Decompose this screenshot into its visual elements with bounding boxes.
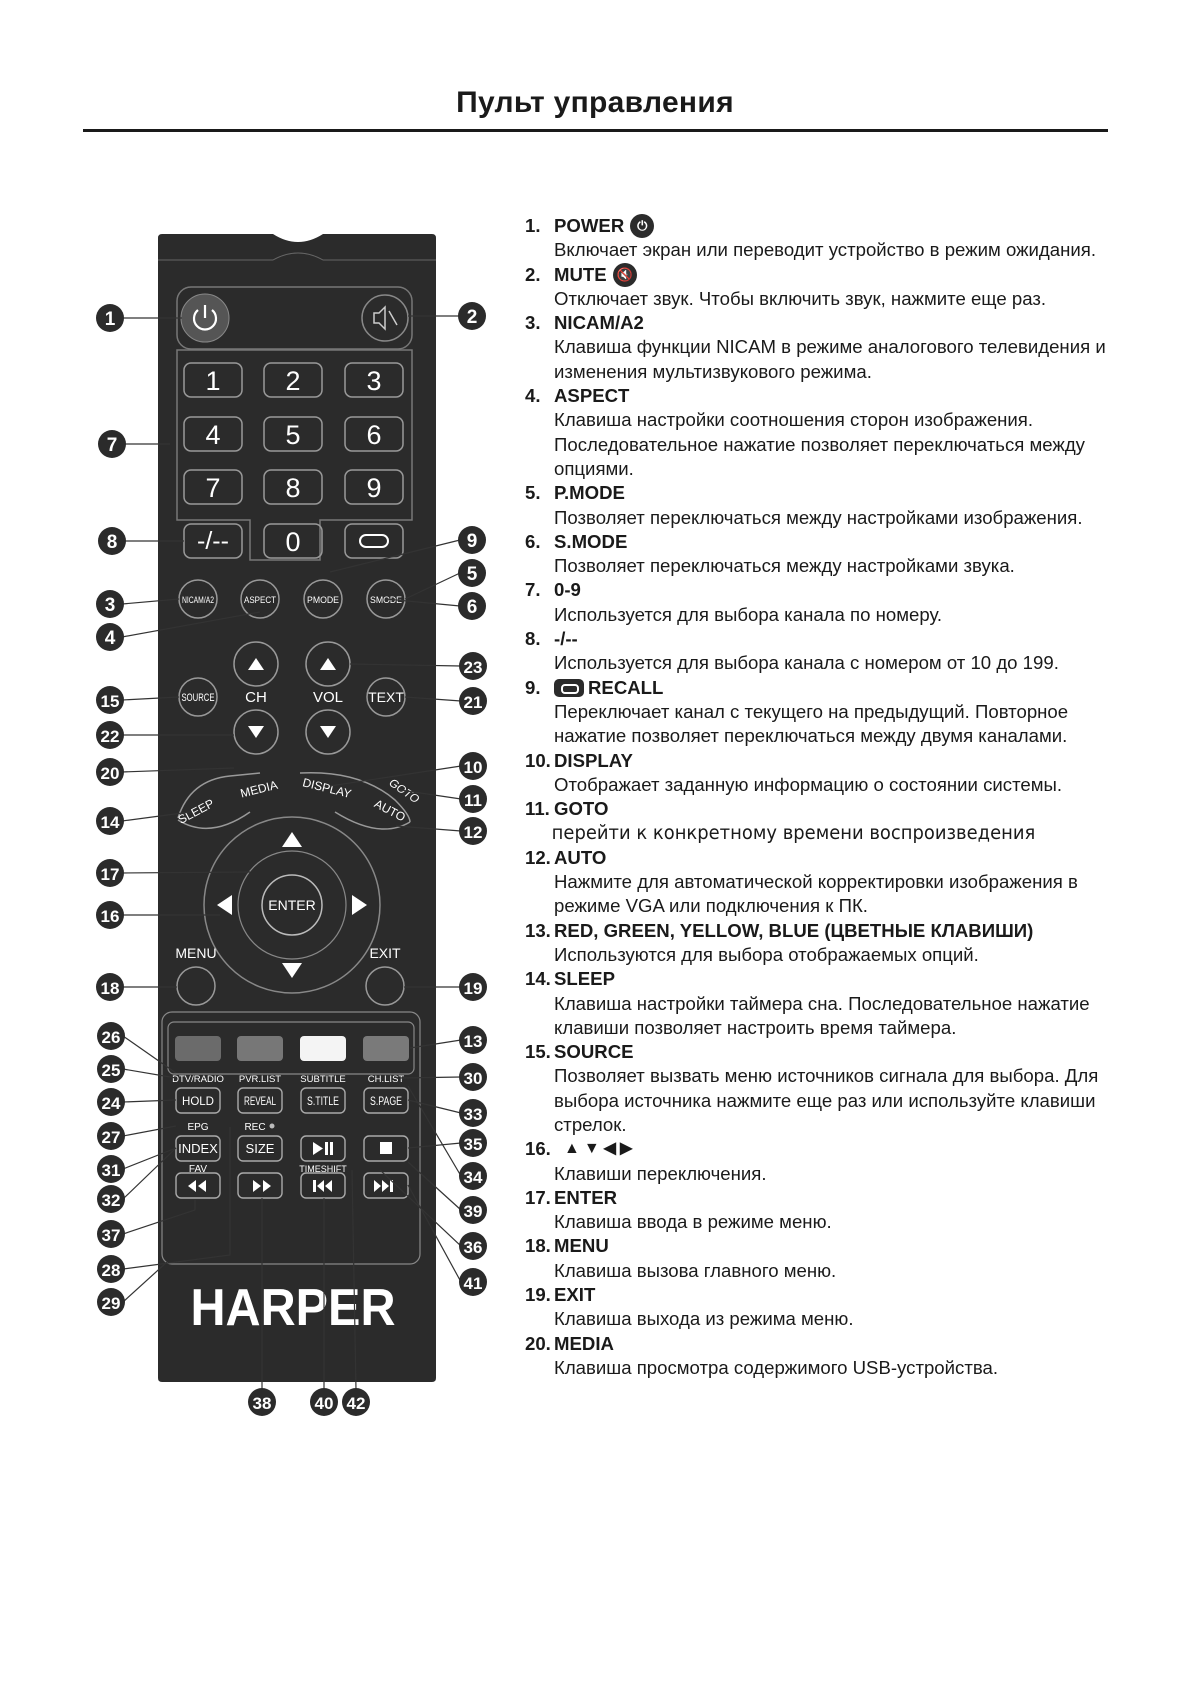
- item-heading: [525, 676, 1125, 700]
- row2-label: SIZE: [245, 1141, 275, 1156]
- item-heading: [525, 1234, 1125, 1258]
- item-heading: [525, 384, 1125, 408]
- digit-label: 6: [366, 420, 382, 450]
- digit-label: 2: [285, 366, 301, 396]
- mute-icon: 🔇: [613, 263, 637, 287]
- callout-number: 40: [314, 1394, 334, 1413]
- callout-number: 41: [463, 1274, 483, 1293]
- row1-label: HOLD: [182, 1094, 215, 1108]
- item-description: Клавиша функции NICAM в режиме аналогового телевидения и изменения мультизвукового режима.: [554, 336, 1106, 382]
- item-name: AUTO: [554, 846, 607, 868]
- description-item: [525, 1234, 1125, 1283]
- item-description: Клавиша настройки таймера сна. Последовательное нажатие клавиши позволяет настроить время таймера.: [554, 992, 1090, 1038]
- text-label: TEXT: [368, 689, 404, 705]
- digit-label: 5: [285, 420, 301, 450]
- callout-number: 5: [466, 564, 478, 585]
- item-heading: [525, 967, 1125, 991]
- item-number: 7.: [525, 579, 541, 601]
- ch-label: CH: [245, 689, 267, 706]
- item-description: Используются для выбора отображаемых опций.: [554, 943, 979, 965]
- row1-label: S.PAGE: [370, 1094, 402, 1108]
- row1-top-label: DTV/RADIO: [172, 1074, 224, 1085]
- item-number: 15.: [525, 1041, 551, 1063]
- item-number: 2.: [525, 263, 541, 285]
- item-name: MUTE: [554, 263, 607, 285]
- row1-top-label: PVR.LIST: [238, 1074, 282, 1085]
- item-name: SOURCE: [554, 1041, 634, 1063]
- item-name: RED, GREEN, YELLOW, BLUE (ЦВЕТНЫЕ КЛАВИШИ): [554, 919, 1034, 941]
- callout-number: 29: [101, 1294, 121, 1313]
- description-item: [525, 967, 1125, 1040]
- item-number: 12.: [525, 846, 551, 868]
- digit-label: 7: [205, 473, 221, 503]
- description-item: [525, 676, 1125, 749]
- dash-label: -/--: [197, 527, 229, 555]
- item-heading: [525, 1186, 1125, 1210]
- callout-number: 42: [346, 1394, 366, 1413]
- callout-number: 31: [101, 1161, 121, 1180]
- description-item: [525, 530, 1125, 579]
- description-item: [525, 1186, 1125, 1235]
- callout-number: 8: [106, 532, 118, 553]
- description-item: [525, 1137, 1125, 1186]
- item-heading: [525, 481, 1125, 505]
- timeshift-label: TIMESHIFT: [299, 1164, 347, 1174]
- item-name: NICAM/A2: [554, 312, 644, 334]
- callout-number: 35: [463, 1135, 483, 1154]
- callout-number: 19: [463, 979, 483, 998]
- item-name: 0-9: [554, 579, 581, 601]
- callout-number: 20: [100, 764, 120, 783]
- item-heading: [525, 1332, 1125, 1356]
- callout-number: 33: [463, 1105, 483, 1124]
- item-description: Используется для выбора канала с номером от 10 до 199.: [554, 652, 1059, 674]
- item-name: SLEEP: [554, 968, 615, 990]
- callout-number: 34: [463, 1168, 483, 1187]
- callout-number: 37: [101, 1226, 121, 1245]
- page-title: Пульт управления: [456, 86, 734, 119]
- callout-number: 16: [100, 907, 120, 926]
- item-number: 13.: [525, 919, 551, 941]
- item-number: 8.: [525, 628, 541, 650]
- callout-number: 26: [101, 1028, 121, 1047]
- item-heading: [525, 263, 1125, 287]
- item-name: MENU: [554, 1235, 609, 1257]
- item-description: Клавиша настройки соотношения сторон изображения. Последовательное нажатие позволяет переключаться между опциями.: [554, 409, 1085, 479]
- digit-label: 1: [205, 366, 221, 396]
- row1-top-label: CH.LIST: [367, 1074, 405, 1085]
- arc-label-display: DISPLAY: [301, 775, 353, 801]
- description-item: [525, 578, 1125, 627]
- item-name: ENTER: [554, 1186, 618, 1208]
- callout-number: 39: [463, 1202, 483, 1221]
- callout-number: 3: [104, 595, 116, 616]
- power-icon: ⏻: [630, 214, 654, 238]
- color-key-blue: [363, 1036, 409, 1061]
- item-name: DISPLAY: [554, 749, 633, 771]
- fav-label: FAV: [188, 1164, 208, 1175]
- callout-number: 12: [463, 823, 483, 842]
- callout-number: 38: [252, 1394, 272, 1413]
- item-number: 3.: [525, 312, 541, 334]
- description-item: [525, 263, 1125, 312]
- row1-label: S.TITLE: [307, 1094, 339, 1108]
- callout-number: 14: [100, 813, 120, 832]
- item-description: Отключает звук. Чтобы включить звук, нажмите еще раз.: [554, 287, 1047, 309]
- function-label: SMODE: [370, 595, 402, 606]
- callout-number: 18: [100, 979, 120, 998]
- enter-label: ENTER: [268, 897, 316, 913]
- item-description: Позволяет переключаться между настройками изображения.: [554, 506, 1083, 528]
- item-description: перейти к конкретному времени воспроизведения: [551, 821, 1036, 845]
- callout-number: 15: [100, 692, 120, 711]
- brand-logo: HARPER: [190, 1279, 396, 1337]
- color-key-green: [237, 1036, 283, 1061]
- item-number: 17.: [525, 1186, 551, 1208]
- item-name: ASPECT: [554, 385, 630, 407]
- description-item: [525, 481, 1125, 530]
- row2-label: INDEX: [178, 1141, 218, 1156]
- epg-label: EPG: [187, 1122, 209, 1133]
- item-name: MEDIA: [554, 1332, 614, 1354]
- callout-number: 21: [463, 693, 483, 712]
- function-label: PMODE: [307, 595, 339, 606]
- item-heading: [525, 627, 1125, 651]
- callout-number: 30: [463, 1069, 483, 1088]
- item-name: RECALL: [588, 676, 664, 698]
- item-description: Включает экран или переводит устройство в режим ожидания.: [554, 239, 1096, 261]
- item-name: ▲▼◀▶: [564, 1140, 637, 1158]
- item-number: 9.: [525, 676, 541, 698]
- callout-number: 28: [101, 1261, 121, 1280]
- item-description: Позволяет вызвать меню источников сигнала для выбора. Для выбора источника нажмите еще раз или используйте клавиши стрелок.: [554, 1065, 1099, 1135]
- description-item: [525, 1040, 1125, 1137]
- item-heading: [525, 1137, 1125, 1161]
- callout-number: 27: [101, 1128, 121, 1147]
- source-label: SOURCE: [181, 692, 215, 704]
- callout-number: 2: [466, 307, 478, 328]
- rec-label: REC: [244, 1122, 266, 1133]
- item-number: 6.: [525, 530, 541, 552]
- recall-icon: [554, 679, 584, 697]
- exit-label: EXIT: [369, 945, 401, 961]
- description-item: [525, 311, 1125, 384]
- item-name: -/--: [554, 628, 578, 650]
- item-description: Клавиша ввода в режиме меню.: [554, 1211, 832, 1233]
- item-name: GOTO: [554, 798, 609, 820]
- digit-label: 3: [366, 366, 382, 396]
- item-description: Клавиша просмотра содержимого USB-устройства.: [554, 1356, 999, 1378]
- item-heading: [525, 1283, 1125, 1307]
- pause-bar: [325, 1142, 328, 1155]
- item-name: POWER: [554, 215, 625, 236]
- callout-number: 1: [104, 309, 116, 330]
- description-list: [525, 214, 1125, 1380]
- callout-number: 36: [463, 1238, 483, 1257]
- menu-label: MENU: [175, 945, 217, 961]
- callout-number: 22: [100, 727, 120, 746]
- item-number: 5.: [525, 482, 541, 504]
- arc-label-sleep: SLEEP: [175, 796, 217, 827]
- description-item: [525, 384, 1125, 481]
- goto-label: GOTO: [386, 776, 421, 807]
- description-item: [525, 1332, 1125, 1381]
- item-number: 19.: [525, 1284, 551, 1306]
- item-number: 10.: [525, 749, 551, 771]
- item-number: 1.: [525, 215, 541, 236]
- item-name: EXIT: [554, 1284, 596, 1306]
- callout-number: 17: [100, 865, 120, 884]
- description-item: [525, 214, 1125, 263]
- item-heading: [525, 919, 1125, 943]
- item-description: Переключает канал с текущего на предыдущий. Повторное нажатие позволяет переключаться между двумя каналами.: [554, 700, 1069, 747]
- arc-label-auto: AUTO: [371, 796, 408, 825]
- description-item: [525, 749, 1125, 798]
- callout-number: 6: [466, 597, 478, 618]
- description-item: [525, 627, 1125, 676]
- pause-bar: [330, 1142, 333, 1155]
- item-number: 4.: [525, 385, 541, 407]
- callout-number: 11: [464, 791, 482, 810]
- digit-label: 0: [285, 527, 301, 557]
- item-name: P.MODE: [554, 482, 625, 504]
- item-heading: [525, 311, 1125, 335]
- item-description: Клавиша вызова главного меню.: [554, 1259, 837, 1281]
- item-heading: [525, 846, 1125, 870]
- color-key-yellow: [300, 1036, 346, 1061]
- item-heading: [525, 797, 1125, 821]
- item-number: 14.: [525, 968, 551, 990]
- item-heading: [525, 749, 1125, 773]
- row1-label: REVEAL: [244, 1094, 277, 1108]
- callout-number: 7: [106, 435, 118, 456]
- callout-number: 32: [101, 1191, 121, 1210]
- item-heading: [525, 578, 1125, 602]
- item-number: 11.: [525, 798, 550, 820]
- callout-number: 10: [463, 758, 483, 777]
- item-description: Позволяет переключаться между настройками звука.: [554, 555, 1015, 577]
- color-key-red: [175, 1036, 221, 1061]
- item-number: 18.: [525, 1235, 551, 1257]
- item-number: 16.: [525, 1138, 551, 1160]
- function-label: ASPECT: [244, 595, 277, 606]
- digit-label: 4: [205, 420, 221, 450]
- callout-number: 24: [101, 1094, 121, 1113]
- description-item: [525, 1283, 1125, 1332]
- item-description: Нажмите для автоматической корректировки изображения в режиме VGA или подключения к ПК.: [554, 871, 1078, 917]
- description-item: [525, 846, 1125, 919]
- item-number: 20.: [525, 1332, 551, 1354]
- arc-label-media: MEDIA: [238, 777, 280, 801]
- item-description: Используется для выбора канала по номеру.: [554, 603, 943, 625]
- digit-label: 8: [285, 473, 301, 503]
- stop-icon: [380, 1142, 392, 1154]
- description-item: [525, 797, 1125, 846]
- description-item: [525, 919, 1125, 968]
- item-description: Отображает заданную информацию о состоянии системы.: [554, 773, 1063, 795]
- item-heading: [525, 1040, 1125, 1064]
- item-description: Клавиши переключения.: [554, 1162, 767, 1184]
- callout-number: 13: [463, 1032, 483, 1051]
- digit-label: 9: [366, 473, 382, 503]
- rec-dot: [270, 1124, 275, 1129]
- item-heading: [525, 214, 1125, 238]
- callout-number: 4: [104, 628, 116, 649]
- row1-top-label: SUBTITLE: [300, 1074, 346, 1085]
- callout-number: 9: [466, 531, 478, 552]
- item-description: Клавиша выхода из режима меню.: [554, 1308, 854, 1330]
- item-heading: [525, 530, 1125, 554]
- vol-label: VOL: [312, 689, 344, 706]
- function-label: NICAM/A2: [182, 595, 214, 606]
- callout-number: 23: [463, 658, 483, 677]
- item-name: S.MODE: [554, 530, 628, 552]
- callout-number: 25: [101, 1061, 121, 1080]
